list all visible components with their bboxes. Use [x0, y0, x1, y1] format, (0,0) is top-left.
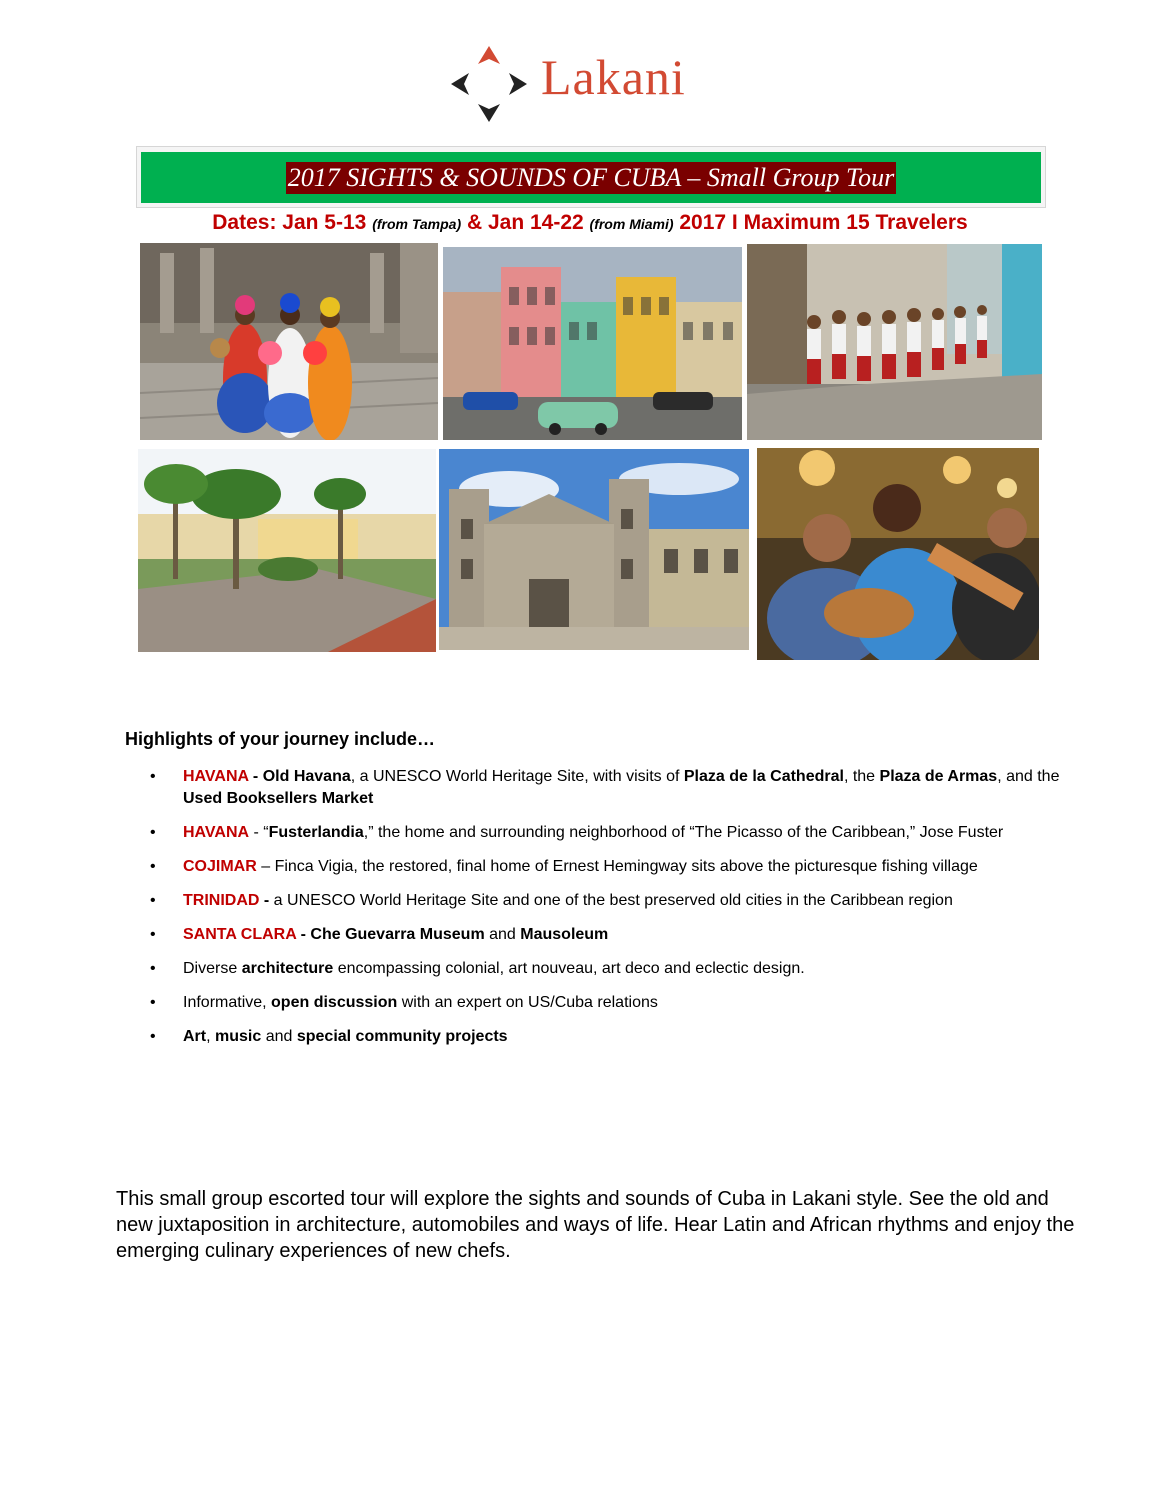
logo-wordmark: Lakani [541, 49, 686, 105]
dates-part-1: Dates: Jan 5-13 [212, 211, 373, 234]
dates-note-tampa: (from Tampa) [372, 216, 462, 232]
item-text: , the [843, 768, 880, 785]
item-bold: open discussion [271, 994, 398, 1011]
item-bold: - Old Havana [248, 768, 351, 785]
item-text: , and the [997, 768, 1060, 785]
list-item [150, 856, 1070, 878]
list-item [150, 766, 1070, 810]
highlights-list [150, 766, 1070, 1060]
photo-musicians [757, 448, 1039, 660]
item-bold: Plaza de Armas [879, 768, 998, 785]
item-text: , [206, 1028, 215, 1045]
item-text: Informative, [183, 994, 272, 1011]
item-text: Diverse [183, 960, 242, 977]
dates-part-2: & Jan 14-22 [461, 211, 590, 234]
dates-note-miami: (from Miami) [589, 216, 674, 232]
highlights-heading: Highlights of your journey include… [125, 729, 436, 749]
photo-colorful-buildings [443, 247, 742, 440]
tour-title: 2017 SIGHTS & SOUNDS OF CUBA – Small Group Tour [287, 163, 895, 192]
list-item [150, 958, 1070, 980]
item-text: – Finca Vigia, the restored, final home of Ernest Hemingway sits above the picturesque fishing village [256, 858, 978, 875]
tour-dates [120, 211, 1060, 235]
place-name: COJIMAR [183, 858, 257, 875]
item-bold: special community projects [296, 1028, 508, 1045]
list-item [150, 924, 1070, 946]
item-bold: - Che Guevarra Museum [296, 926, 485, 943]
item-bold: music [215, 1028, 262, 1045]
place-name: HAVANA [183, 824, 250, 841]
place-name: HAVANA [183, 768, 249, 785]
photo-trinidad-plaza [138, 449, 436, 652]
list-item [150, 1026, 1070, 1048]
item-bold: Plaza de la Cathedral [683, 768, 844, 785]
place-name: SANTA CLARA [183, 926, 297, 943]
item-text: - “ [249, 824, 269, 841]
place-name: TRINIDAD [183, 892, 260, 909]
item-text: a UNESCO World Heritage Site and one of the best preserved old cities in the Caribbean region [269, 892, 953, 909]
item-bold: Fusterlandia [268, 824, 364, 841]
photo-cathedral-dancers [140, 243, 438, 440]
item-text: encompassing colonial, art nouveau, art deco and eclectic design. [333, 960, 805, 977]
list-item [150, 992, 1070, 1014]
item-bold: Mausoleum [520, 926, 609, 943]
photo-havana-cathedral [439, 449, 749, 650]
item-bold: - [259, 892, 270, 909]
item-text: with an expert on US/Cuba relations [397, 994, 658, 1011]
intro-paragraph: This small group escorted tour will explore the sights and sounds of Cuba in Lakani style. See the old and new juxtaposition in architecture, automobiles and ways of life. Hear Latin and African rhythms and enjoy the emerging culinary experiences of new chefs. [116, 1188, 1075, 1262]
list-item [150, 890, 1070, 912]
item-bold: architecture [241, 960, 334, 977]
item-text: , a UNESCO World Heritage Site, with visits of [350, 768, 684, 785]
title-banner [141, 152, 1041, 203]
list-item [150, 822, 1070, 844]
lakani-logo [449, 44, 719, 128]
item-text: and [484, 926, 521, 943]
item-bold: Used Booksellers Market [183, 790, 374, 807]
item-text: ,” the home and surrounding neighborhood of “The Picasso of the Caribbean,” Jose Fuster [363, 824, 1004, 841]
item-bold: Art [183, 1028, 207, 1045]
dates-part-3: 2017 I Maximum 15 Travelers [673, 211, 968, 234]
photo-schoolchildren [747, 244, 1042, 440]
item-text: and [261, 1028, 297, 1045]
compass-diamond-icon [449, 44, 535, 128]
